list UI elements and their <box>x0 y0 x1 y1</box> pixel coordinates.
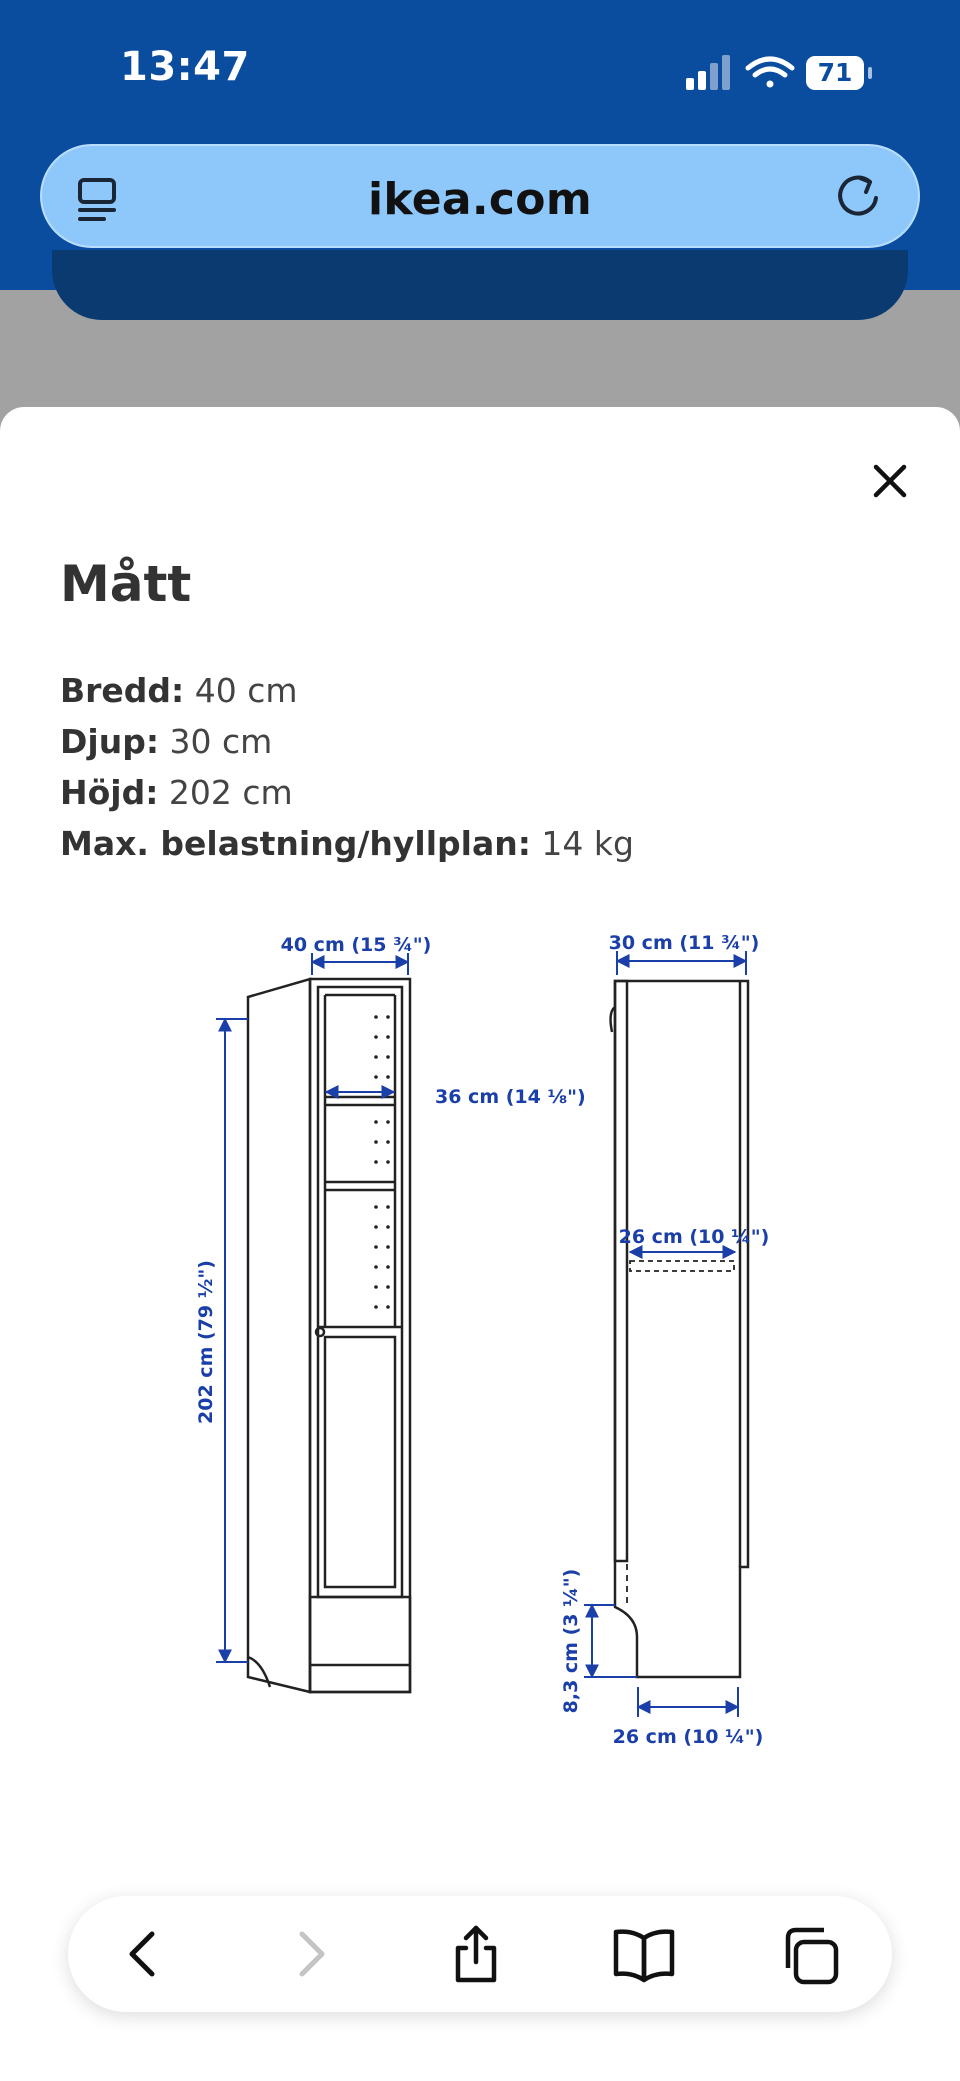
reload-icon[interactable] <box>830 170 886 226</box>
battery-level: 71 <box>817 58 853 87</box>
spec-row-depth: Djup: 30 cm <box>60 722 273 761</box>
page-header-behind <box>52 250 908 320</box>
signal-icon <box>686 55 730 90</box>
share-icon <box>446 1924 506 1984</box>
label-depth: 30 cm (11 ¾") <box>608 932 760 954</box>
spec-list <box>60 665 634 869</box>
front-view-drawing <box>248 979 410 1692</box>
browser-top-bar <box>0 0 960 290</box>
share-button[interactable] <box>446 1924 506 1984</box>
label-shelf-depth: 26 cm (10 ¼") <box>618 1226 770 1248</box>
dimension-diagram <box>180 917 920 1747</box>
shelf-holes <box>374 1015 390 1309</box>
spec-row-width: Bredd: 40 cm <box>60 671 298 710</box>
tabs-icon <box>778 1924 842 1988</box>
dimensions-sheet <box>0 407 960 2081</box>
bookmarks-icon <box>612 1924 676 1984</box>
label-inner-width: 36 cm (14 ⅛") <box>435 1086 586 1108</box>
close-button[interactable] <box>860 451 920 511</box>
back-icon <box>114 1924 174 1984</box>
url-text[interactable]: ikea.com <box>368 174 592 225</box>
status-icons <box>678 52 878 94</box>
label-height: 202 cm (79 ½") <box>195 1260 217 1424</box>
label-plinth-height: 8,3 cm (3 ¼") <box>560 1568 582 1714</box>
label-width: 40 cm (15 ¾") <box>280 934 432 956</box>
bottom-toolbar <box>68 1896 892 2012</box>
forward-button[interactable] <box>280 1924 340 1984</box>
status-time: 13:47 <box>120 44 250 90</box>
side-view-drawing <box>611 981 748 1747</box>
wifi-icon <box>748 59 792 88</box>
back-button[interactable] <box>114 1924 174 1984</box>
label-base-depth: 26 cm (10 ¼") <box>612 1726 764 1747</box>
bookmarks-button[interactable] <box>612 1924 672 1984</box>
close-icon <box>860 451 920 511</box>
dimension-lines <box>216 951 746 1717</box>
forward-icon <box>280 1924 340 1984</box>
spec-row-max-load: Max. belastning/hyllplan: 14 kg <box>60 824 634 863</box>
spec-row-height: Höjd: 202 cm <box>60 773 293 812</box>
tabs-button[interactable] <box>778 1924 838 1984</box>
address-bar[interactable] <box>40 144 920 248</box>
page-title: Mått <box>60 555 192 613</box>
